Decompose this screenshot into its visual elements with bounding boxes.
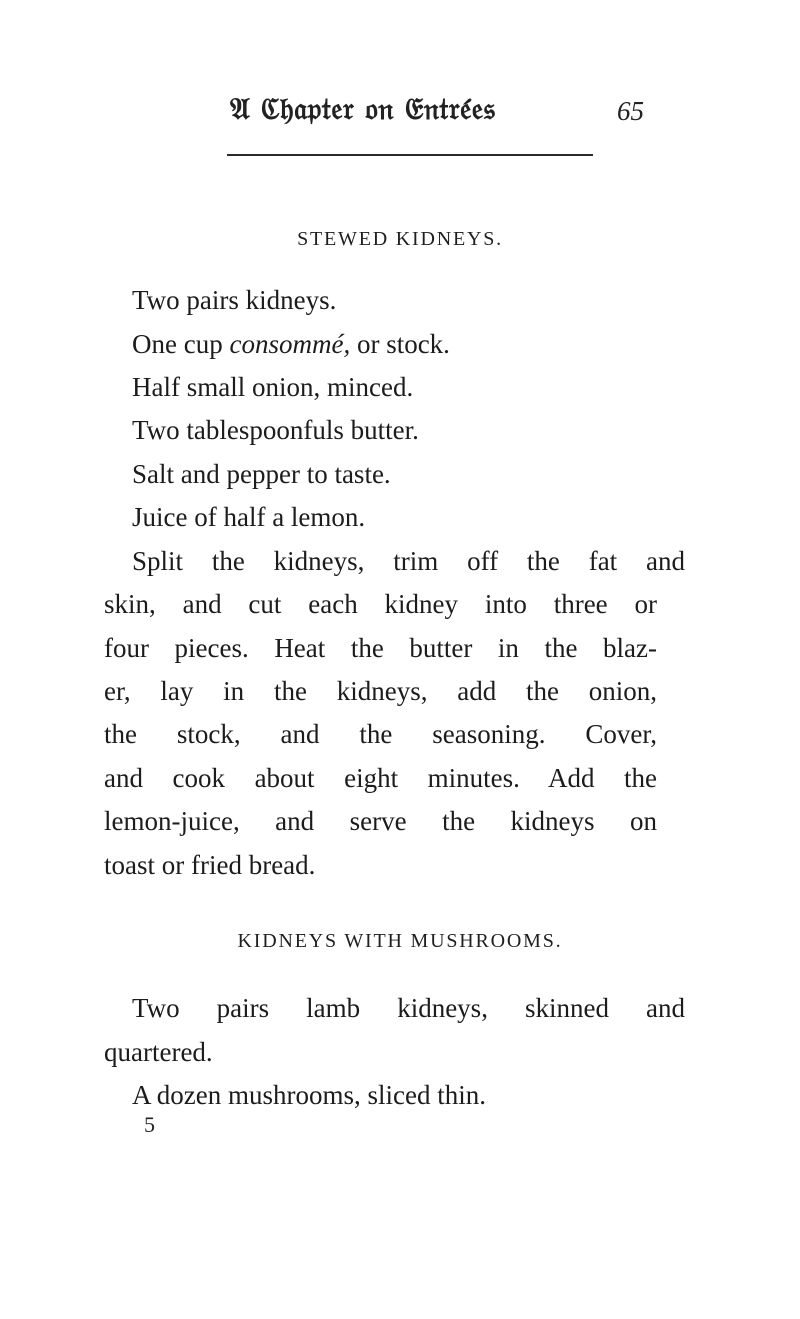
ingredient-line: Salt and pepper to taste. [132, 459, 391, 489]
ingredient-text: or stock. [356, 329, 450, 359]
method-line: skin, and cut each kidney into three or [104, 589, 657, 619]
ingredient-text: One cup [132, 329, 223, 359]
chapter-title: 𝔄 ℭ𝔥𝔞𝔭𝔱𝔢𝔯 𝔬𝔫 𝔈𝔫𝔱𝔯𝔢́𝔢𝔰 [230, 92, 496, 127]
page-number: 65 [617, 96, 644, 126]
running-head [0, 92, 800, 152]
method-line: toast or fried bread. [104, 850, 316, 880]
recipe-heading-stewed-kidneys: STEWED KIDNEYS. [297, 228, 503, 250]
method-line: lemon-juice, and serve the kidneys on [104, 806, 657, 836]
ingredient-line: quartered. [104, 1037, 213, 1067]
method-line: four pieces. Heat the butter in the blaz- [104, 633, 657, 663]
ingredient-line: A dozen mushrooms, sliced thin. [132, 1080, 486, 1110]
signature-mark: 5 [144, 1112, 155, 1137]
ingredient-italic-term: consommé, [229, 329, 351, 359]
ingredient-line: Two pairs kidneys. [132, 285, 337, 315]
header-rule [227, 154, 593, 156]
ingredient-line: Two pairs lamb kidneys, skinned and [132, 993, 685, 1023]
ingredient-line: Juice of half a lemon. [132, 502, 366, 532]
method-line: er, lay in the kidneys, add the onion, [104, 676, 657, 706]
ingredient-line [132, 328, 450, 360]
ingredient-line: Two tablespoonfuls butter. [132, 415, 419, 445]
method-line: Split the kidneys, trim off the fat and [132, 546, 685, 576]
recipe-heading-kidneys-with-mushrooms: KIDNEYS WITH MUSHROOMS. [237, 930, 563, 952]
method-line: the stock, and the seasoning. Cover, [104, 719, 657, 749]
method-line: and cook about eight minutes. Add the [104, 763, 657, 793]
ingredient-line: Half small onion, minced. [132, 372, 414, 402]
